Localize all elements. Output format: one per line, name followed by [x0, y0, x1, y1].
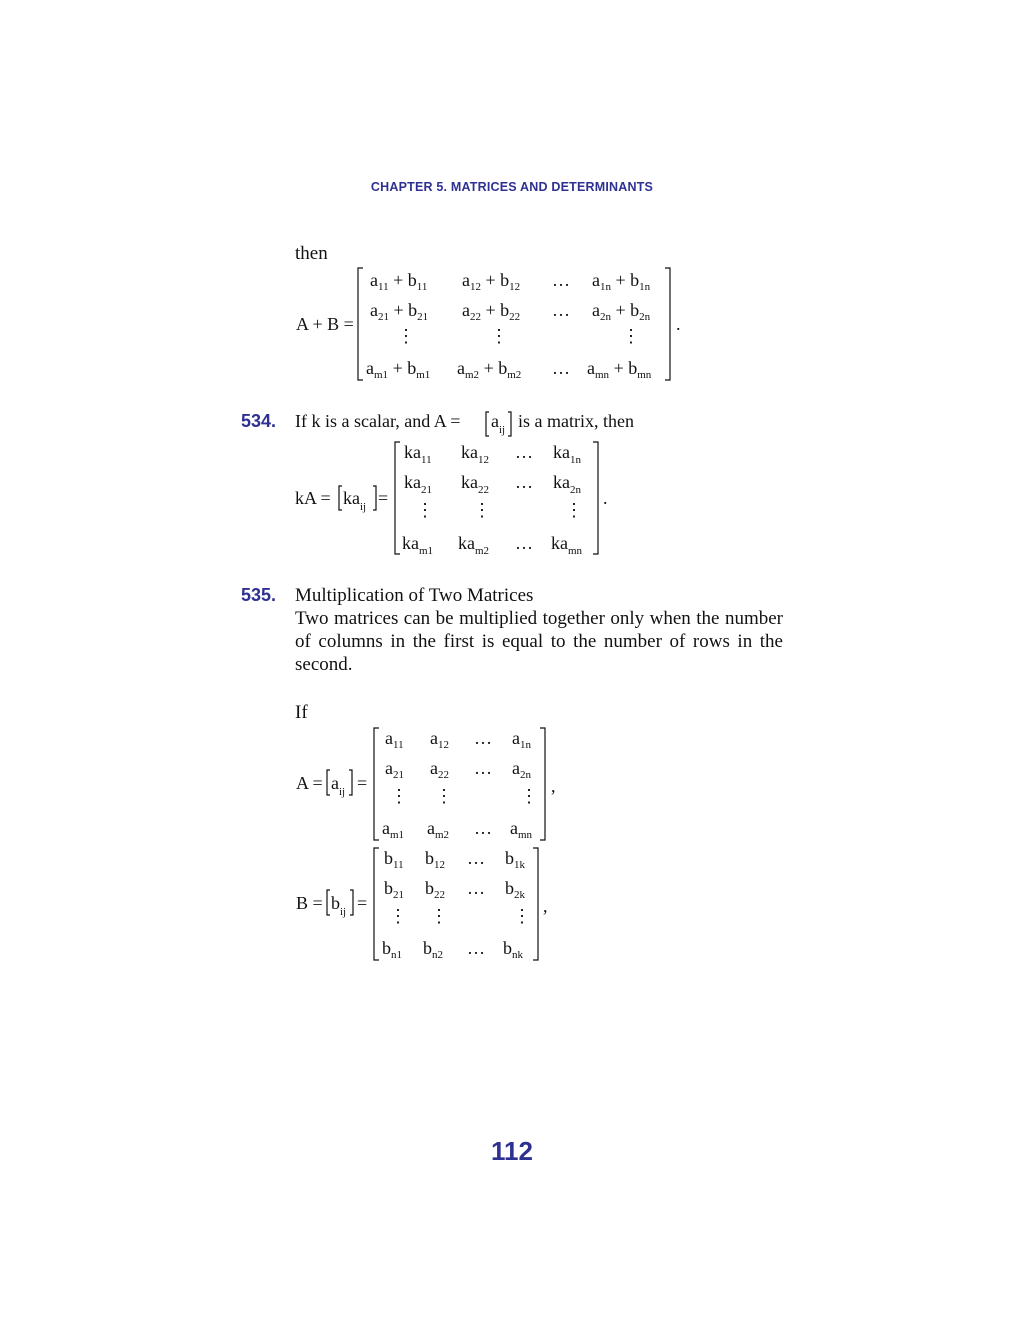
right-bracket	[349, 770, 352, 795]
matrix-cell: $a_{22}$	[430, 758, 449, 781]
matrix-cell: $a_{mn}$	[510, 818, 533, 841]
matrix-cell: $a_{22} + b_{22}$	[462, 300, 521, 323]
matrix-cell: $b_{21}$	[384, 878, 404, 901]
sum-matrix-equation	[290, 262, 710, 387]
period: .	[676, 314, 681, 334]
matrix-cell: $a_{21} + b_{21}$	[370, 300, 429, 323]
matrix-cell: ⋮	[389, 906, 407, 926]
right-bracket	[540, 728, 545, 840]
matrix-cell: ⋮	[416, 500, 434, 520]
right-bracket	[665, 268, 670, 380]
matrix-cell: ⋮	[513, 906, 531, 926]
matrix-cell: $ka_{m1}$	[402, 533, 434, 557]
equals: =	[357, 893, 368, 913]
matrix-cell: …	[467, 848, 485, 868]
matrix-cell: $ka_{22}$	[461, 472, 489, 496]
right-bracket	[533, 848, 538, 960]
matrix-cell: $b_{22}$	[425, 878, 445, 901]
matrix-cell: $b_{11}$	[384, 848, 404, 871]
matrix-cell: …	[467, 938, 485, 958]
matrix-cell: $a_{21}$	[385, 758, 404, 781]
section-body: Two matrices can be multiplied together only when the number of columns in the first is equal to the number of rows in the second.	[295, 608, 783, 675]
matrix-cell: ⋮	[565, 500, 583, 520]
matrix-cell: …	[515, 472, 533, 492]
equals: =	[357, 773, 368, 793]
matrix-cell: $a_{12} + b_{12}$	[462, 270, 521, 293]
matrix-cell: $a_{11} + b_{11}$	[370, 270, 428, 293]
equals: =	[378, 488, 389, 508]
matrix-cell: …	[474, 758, 492, 778]
matrix-cell: ⋮	[520, 786, 538, 806]
matrix-cell: ⋮	[473, 500, 491, 520]
matrix-cell: …	[552, 270, 570, 290]
matrix-b-lhs: B =	[296, 893, 323, 913]
matrix-cell: $a_{m2}$	[427, 818, 450, 841]
matrix-cell: $ka_{21}$	[404, 472, 432, 496]
matrix-cell: …	[552, 300, 570, 320]
matrix-cell: $ka_{12}$	[461, 442, 489, 466]
item-534-statement	[290, 404, 670, 440]
matrix-cell: $ka_{1n}$	[553, 442, 581, 466]
matrix-cell: ⋮	[622, 326, 640, 346]
matrix-cell: …	[515, 442, 533, 462]
matrix-cell: $a_{12}$	[430, 728, 449, 751]
matrix-cell: $ka_{11}$	[404, 442, 432, 466]
matrix-cell: $a_{2n}$	[512, 758, 531, 781]
left-bracket	[339, 486, 342, 510]
matrix-cell: …	[552, 358, 570, 378]
matrix-cell: $ka_{m2}$	[458, 533, 490, 557]
matrix-cell: …	[515, 533, 533, 553]
page-number: 112	[491, 1136, 533, 1166]
matrix-a-equation	[290, 722, 580, 847]
matrix-cell: …	[474, 818, 492, 838]
matrix-cell: $a_{mn} + b_{mn}$	[587, 358, 652, 381]
item-number-535: 535.	[241, 585, 277, 605]
matrix-cell: $a_{11}$	[385, 728, 404, 751]
matrix-cell: $ka_{mn}$	[551, 533, 583, 557]
matrix-cell: $ka_{2n}$	[553, 472, 581, 496]
matrix-cell: $b_{n1}$	[382, 938, 402, 961]
matrix-cell: $a_{1n} + b_{1n}$	[592, 270, 651, 293]
matrix-cell: ⋮	[390, 786, 408, 806]
aij: $a_{ij}$	[491, 411, 506, 436]
matrix-cell: $b_{2k}$	[505, 878, 525, 901]
matrix-cell: ⋮	[490, 326, 508, 346]
left-bracket	[358, 268, 363, 380]
statement-text: If k is a scalar, and A =	[295, 411, 461, 431]
matrix-cell: $a_{m1} + b_{m1}$	[366, 358, 431, 381]
right-bracket	[508, 412, 511, 436]
right-bracket	[593, 442, 598, 554]
matrix-cell: $a_{2n} + b_{2n}$	[592, 300, 651, 323]
left-bracket	[327, 890, 330, 915]
item-number-534: 534.	[241, 411, 277, 431]
comma: ,	[543, 896, 548, 916]
then-label: then	[295, 243, 328, 264]
comma: ,	[551, 776, 556, 796]
chapter-header: CHAPTER 5. MATRICES AND DETERMINANTS	[370, 180, 654, 194]
period: .	[603, 488, 608, 508]
left-bracket	[395, 442, 400, 554]
sum-lhs: A + B =	[296, 314, 354, 334]
kaij: $ka_{ij}$	[343, 488, 367, 513]
scalar-matrix-equation	[290, 436, 630, 561]
left-bracket	[486, 412, 489, 436]
matrix-cell: ⋮	[397, 326, 415, 346]
matrix-cell: $b_{n2}$	[423, 938, 443, 961]
right-bracket	[373, 486, 376, 510]
left-bracket	[327, 770, 330, 795]
matrix-cell: $a_{1n}$	[512, 728, 531, 751]
matrix-cell: …	[474, 728, 492, 748]
matrix-cell: $a_{m2} + b_{m2}$	[457, 358, 522, 381]
left-bracket	[374, 848, 379, 960]
matrix-cell: $b_{nk}$	[503, 938, 523, 961]
matrix-cell: $a_{m1}$	[382, 818, 405, 841]
aij: $a_{ij}$	[331, 773, 346, 798]
matrix-a-lhs: A =	[296, 773, 323, 793]
if-label: If	[295, 702, 308, 723]
matrix-cell: $b_{12}$	[425, 848, 445, 871]
matrix-cell: ⋮	[430, 906, 448, 926]
statement-text: is a matrix, then	[518, 411, 634, 431]
matrix-cell: ⋮	[435, 786, 453, 806]
section-title: Multiplication of Two Matrices	[295, 585, 534, 606]
bij: $b_{ij}$	[331, 893, 347, 918]
matrix-cell: $b_{1k}$	[505, 848, 525, 871]
right-bracket	[350, 890, 353, 915]
matrix-cell: …	[467, 878, 485, 898]
matrix-b-equation	[290, 842, 580, 967]
scalar-lhs: kA =	[295, 488, 331, 508]
left-bracket	[374, 728, 379, 840]
